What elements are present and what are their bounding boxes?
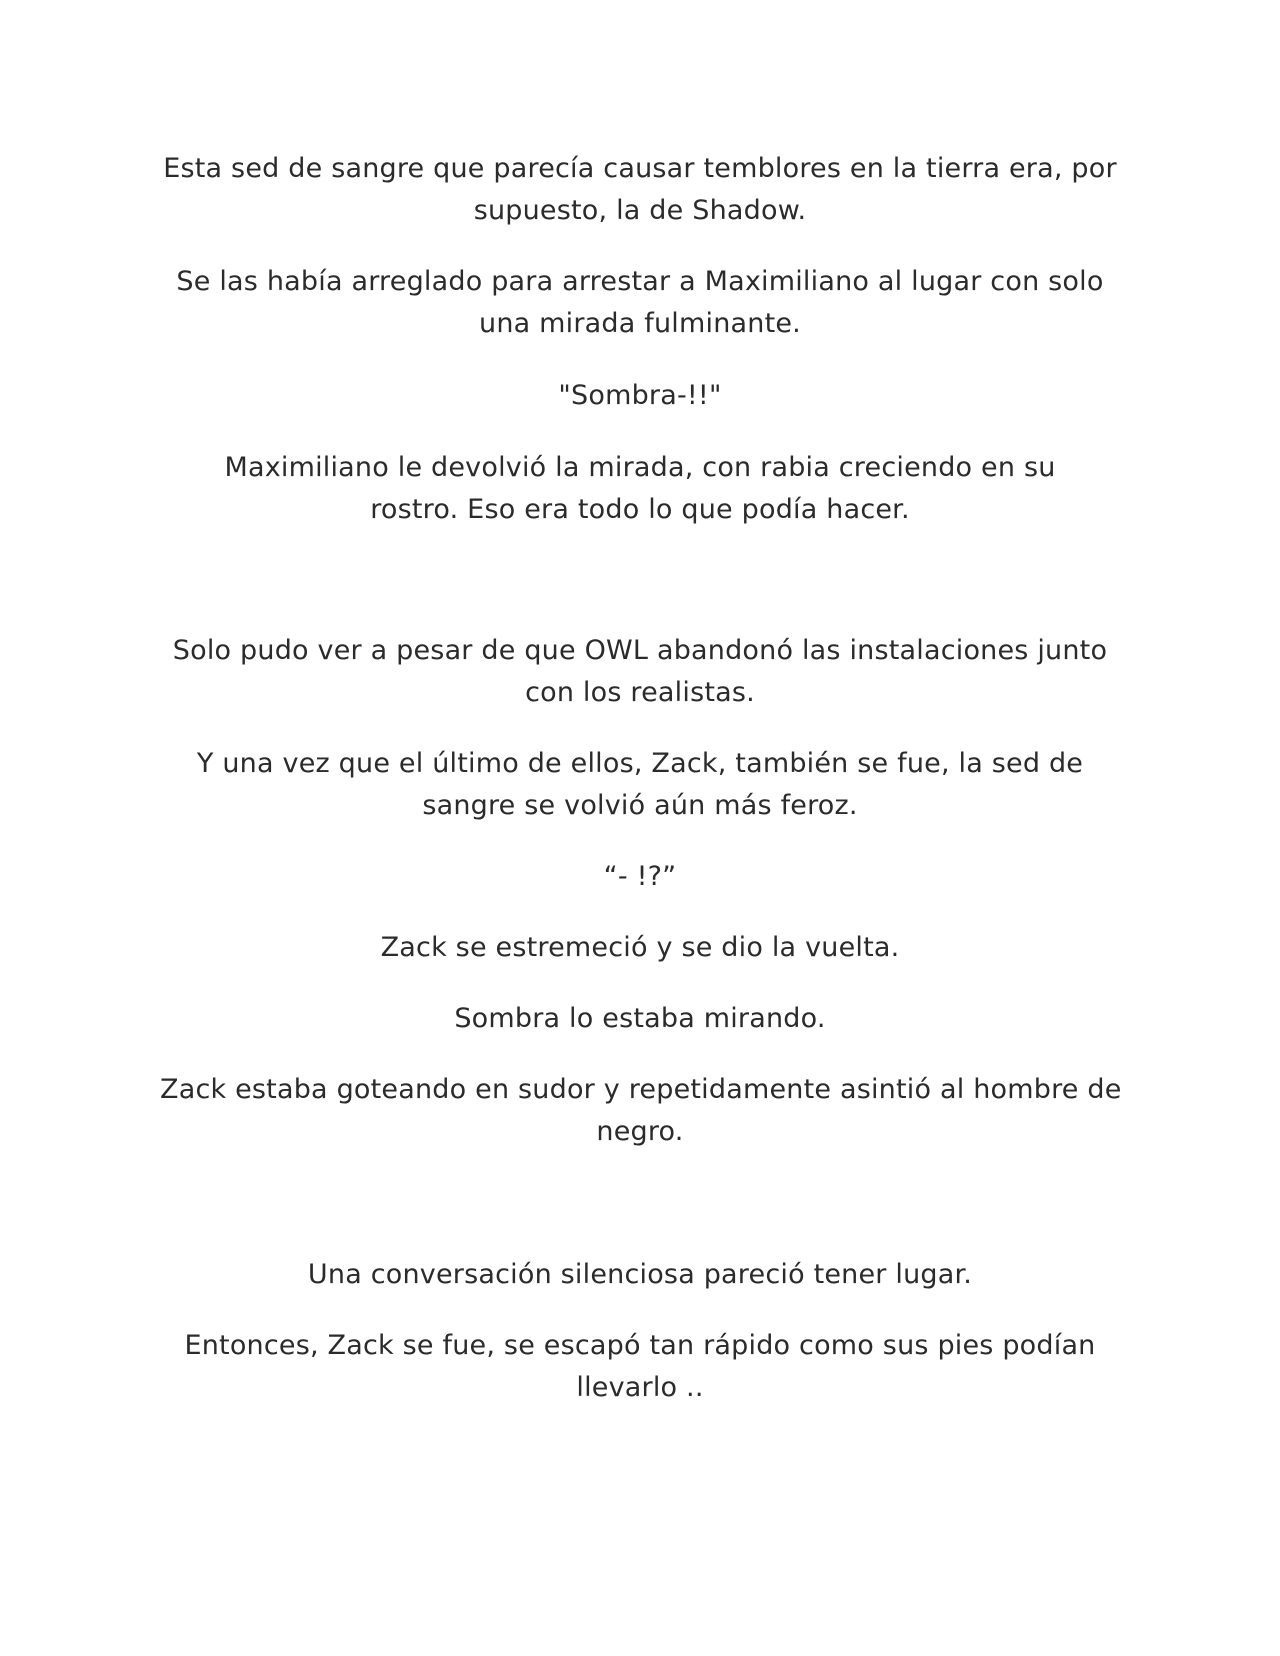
paragraph-12 bbox=[160, 1325, 1120, 1409]
paragraph-4 bbox=[160, 447, 1120, 531]
paragraph-line: llevarlo .. bbox=[576, 1372, 704, 1403]
paragraph-1 bbox=[160, 148, 1120, 232]
paragraph-line: Una conversación silenciosa pareció tener lugar. bbox=[307, 1259, 973, 1290]
paragraph-11 bbox=[160, 1254, 1120, 1296]
paragraph-line: Zack se estremeció y se dio la vuelta. bbox=[380, 932, 900, 963]
paragraph-line: Sombra lo estaba mirando. bbox=[454, 1003, 826, 1034]
paragraph-3 bbox=[160, 375, 1120, 417]
paragraph-line: Se las había arreglado para arrestar a Maximiliano al lugar con solo bbox=[176, 266, 1104, 297]
paragraph-5 bbox=[160, 630, 1120, 714]
paragraph-10 bbox=[160, 1069, 1120, 1153]
paragraph-line: una mirada fulminante. bbox=[479, 308, 801, 339]
paragraph-9 bbox=[160, 998, 1120, 1040]
paragraph-line: “- !?” bbox=[603, 861, 677, 892]
paragraph-line: Solo pudo ver a pesar de que OWL abandonó las instalaciones junto bbox=[172, 635, 1108, 666]
paragraph-line: rostro. Eso era todo lo que podía hacer. bbox=[370, 494, 910, 525]
paragraph-7 bbox=[160, 856, 1120, 898]
paragraph-line: supuesto, la de Shadow. bbox=[473, 195, 807, 226]
paragraph-line: Maximiliano le devolvió la mirada, con rabia creciendo en su bbox=[224, 452, 1056, 483]
paragraph-line: con los realistas. bbox=[525, 677, 755, 708]
paragraph-2 bbox=[160, 261, 1120, 345]
paragraph-6 bbox=[160, 743, 1120, 827]
paragraph-line: sangre se volvió aún más feroz. bbox=[422, 790, 858, 821]
paragraph-line: Esta sed de sangre que parecía causar temblores en la tierra era, por bbox=[163, 153, 1117, 184]
paragraph-line: Zack estaba goteando en sudor y repetidamente asintió al hombre de bbox=[160, 1074, 1122, 1105]
paragraph-8 bbox=[160, 927, 1120, 969]
paragraph-line: Entonces, Zack se fue, se escapó tan rápido como sus pies podían bbox=[184, 1330, 1096, 1361]
paragraph-line: negro. bbox=[596, 1116, 684, 1147]
paragraph-line: "Sombra-!!" bbox=[558, 380, 722, 411]
paragraph-line: Y una vez que el último de ellos, Zack, también se fue, la sed de bbox=[196, 748, 1084, 779]
